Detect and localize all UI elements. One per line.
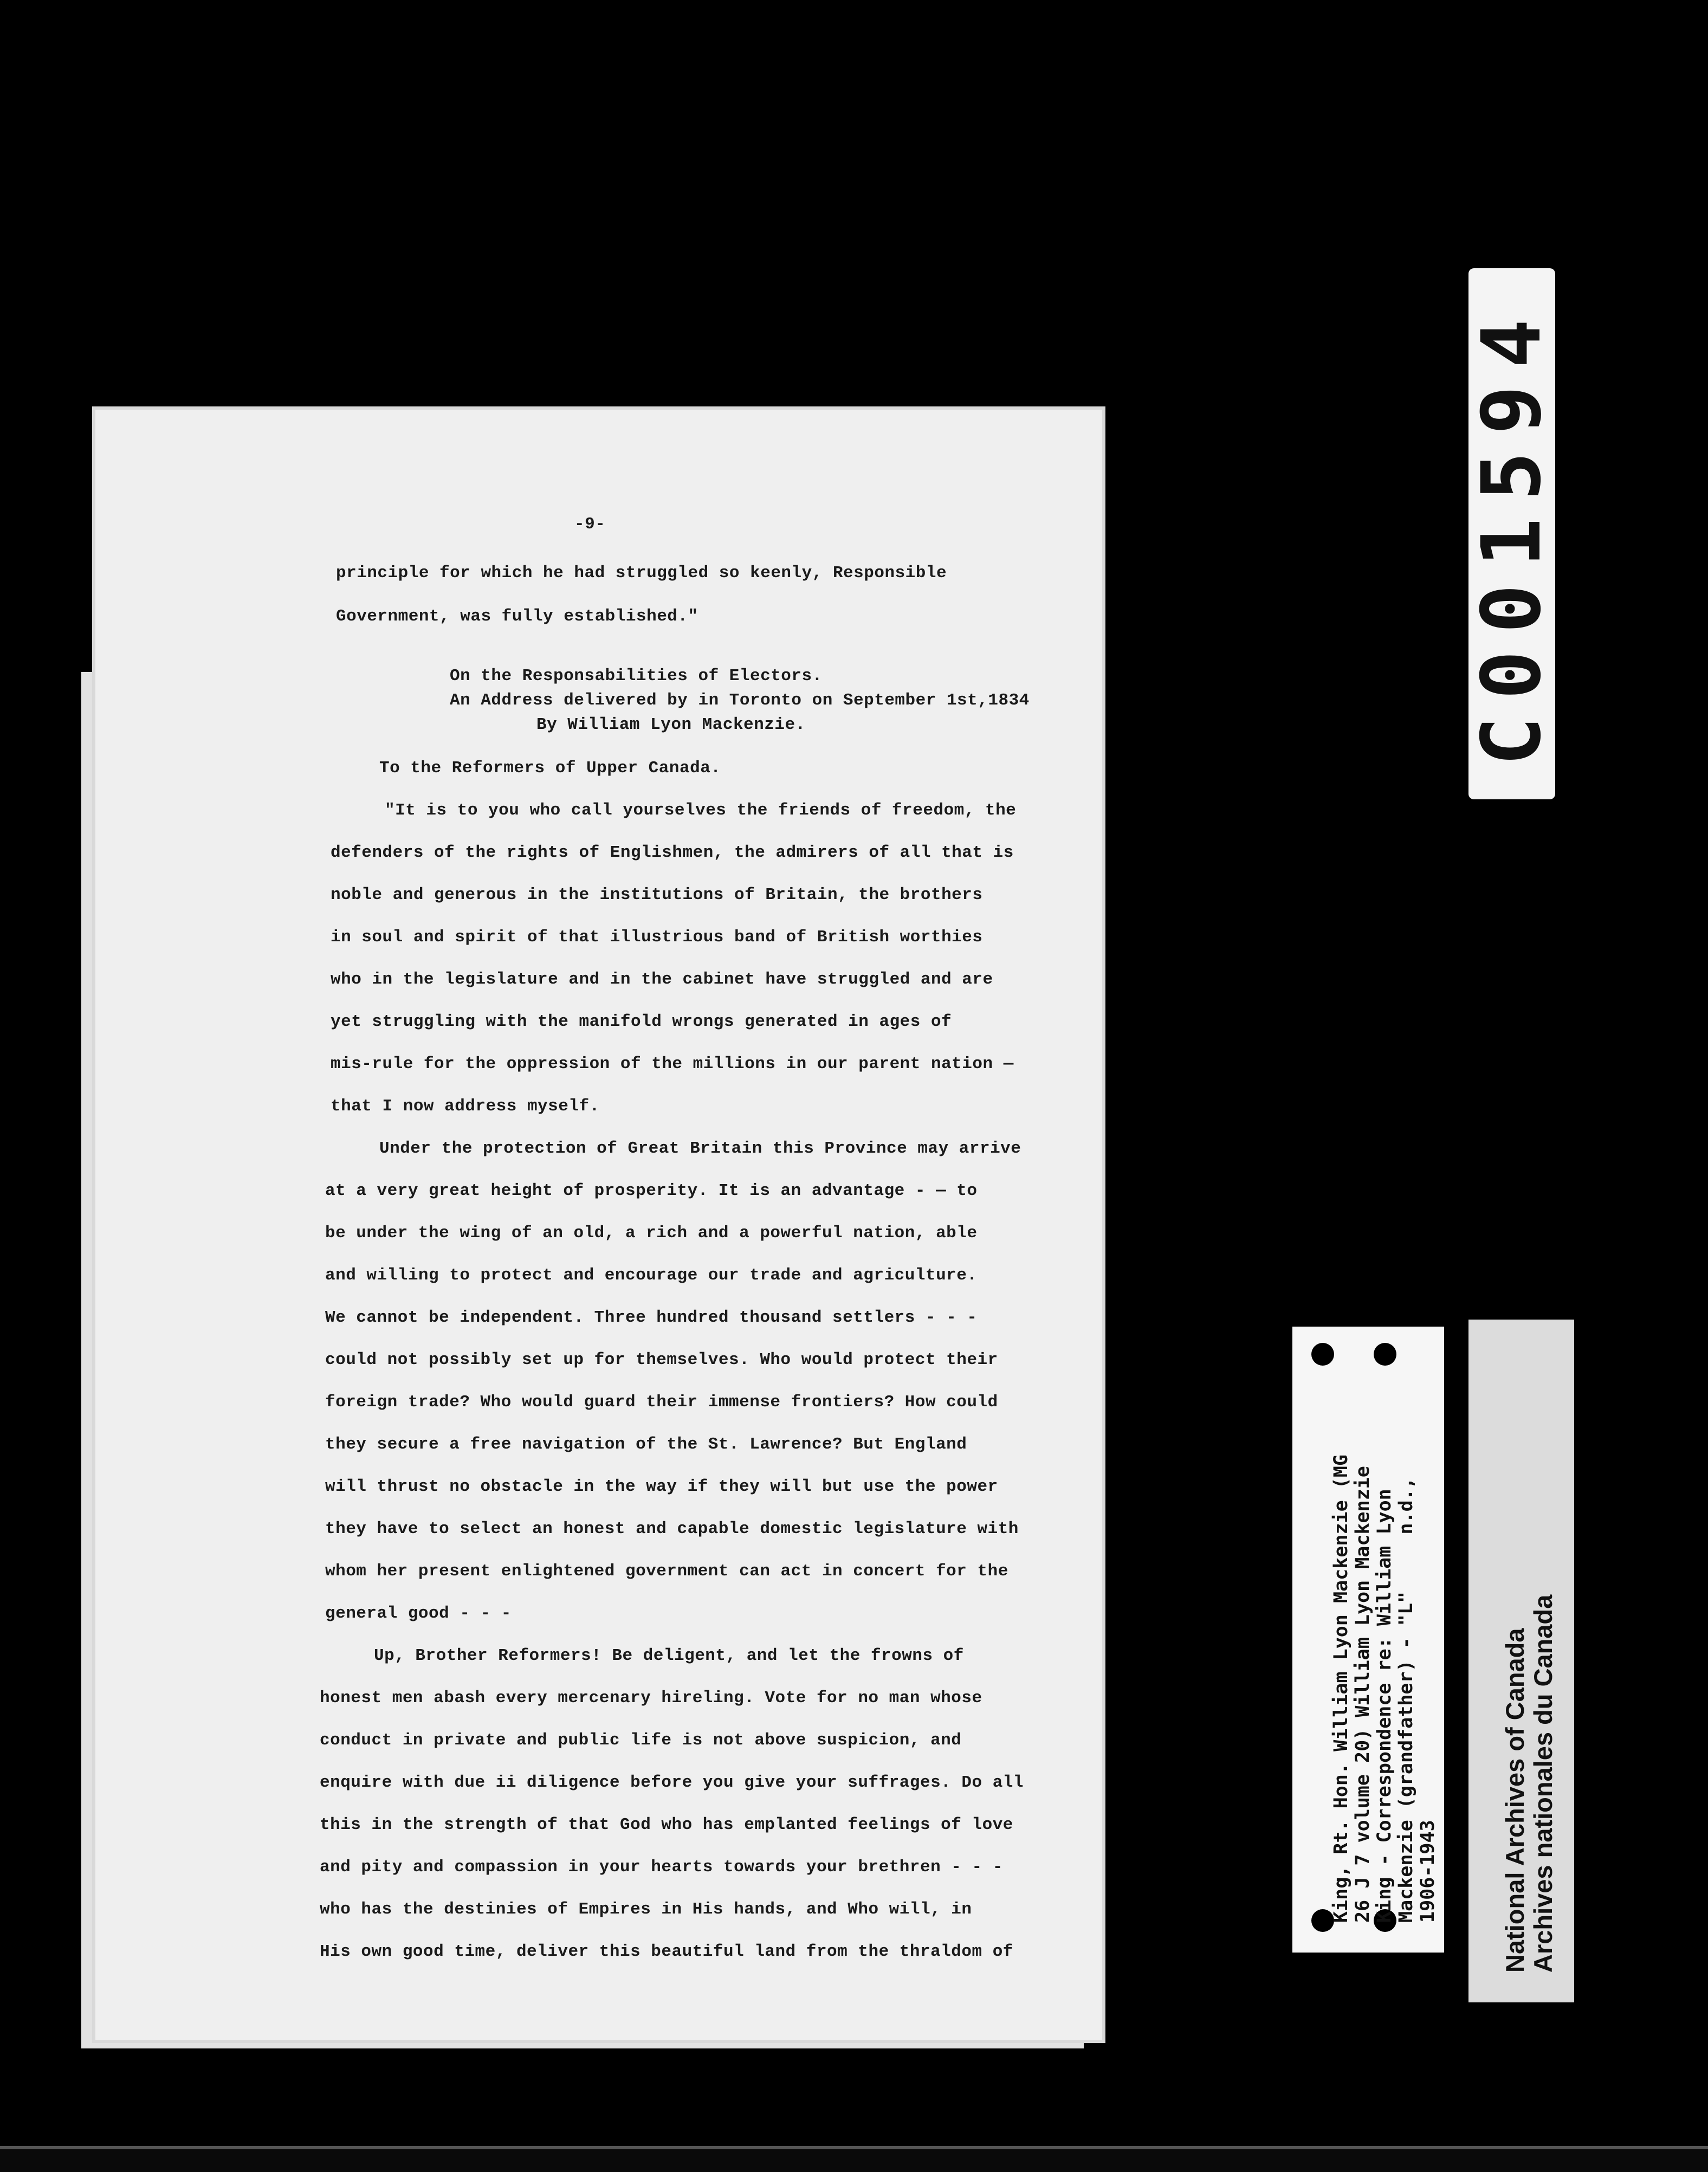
text-line: defenders of the rights of Englishmen, the admirers of all that is xyxy=(331,843,1014,862)
archives-label-text xyxy=(1501,1595,1557,1973)
text-line: Government, was fully established." xyxy=(336,607,698,626)
text-line: will thrust no obstacle in the way if they will but use the power xyxy=(325,1477,998,1496)
text-line: foreign trade? Who would guard their immense frontiers? How could xyxy=(325,1393,998,1412)
punch-hole-icon xyxy=(1311,1343,1334,1366)
text-line: yet struggling with the manifold wrongs generated in ages of xyxy=(331,1012,952,1031)
text-line: this in the strength of that God who has emplanted feelings of love xyxy=(320,1815,1013,1834)
punch-hole-icon xyxy=(1374,1343,1396,1366)
catalog-line: King, Rt. Hon. William Lyon Mackenzie (MG xyxy=(1330,1455,1352,1923)
text-line: at a very great height of prosperity. It is an advantage - — to xyxy=(325,1181,978,1200)
page-number: -9- xyxy=(574,515,606,534)
address-title: On the Responsabilities of Electors. xyxy=(450,667,823,686)
text-line: Under the protection of Great Britain this Province may arrive xyxy=(379,1139,1021,1158)
text-line: conduct in private and public life is not above suspicion, and xyxy=(320,1731,962,1750)
archives-label xyxy=(1468,1320,1574,2002)
archives-name-french: Archives nationales du Canada xyxy=(1529,1594,1557,1973)
catalog-line: Mackenzie (grandfather) - "L" n.d., xyxy=(1395,1477,1417,1923)
microfilm-top-border xyxy=(0,0,1708,76)
text-line: and pity and compassion in your hearts towards your brethren - - - xyxy=(320,1858,1003,1877)
text-line: and willing to protect and encourage our trade and agriculture. xyxy=(325,1266,978,1285)
text-line: honest men abash every mercenary hireling. Vote for no man whose xyxy=(320,1689,982,1708)
catalog-line: King - Correspondence re: William Lyon xyxy=(1374,1489,1395,1923)
catalog-line: 26 J 7 volume 20) William Lyon Mackenzie xyxy=(1352,1466,1374,1923)
catalog-label xyxy=(1292,1327,1444,1953)
address-author: By William Lyon Mackenzie. xyxy=(536,715,806,734)
salutation: To the Reformers of Upper Canada. xyxy=(379,759,721,778)
microfilm-bottom-border xyxy=(0,2146,1708,2172)
typed-page xyxy=(92,406,1105,2043)
text-line: His own good time, deliver this beautiful land from the thraldom of xyxy=(320,1942,1013,1961)
catalog-line: 1906-1943 xyxy=(1417,1820,1439,1923)
text-line: they have to select an honest and capable domestic legislature with xyxy=(325,1520,1019,1538)
text-line: that I now address myself. xyxy=(331,1097,600,1116)
text-line: enquire with due ii diligence before you give your suffrages. Do all xyxy=(320,1773,1024,1792)
text-line: they secure a free navigation of the St. Lawrence? But England xyxy=(325,1435,967,1454)
text-line: principle for which he had struggled so keenly, Responsible xyxy=(336,564,947,583)
archive-number: C001594 xyxy=(1465,301,1559,766)
text-line: in soul and spirit of that illustrious band of British worthies xyxy=(331,928,983,947)
text-line: noble and generous in the institutions of Britain, the brothers xyxy=(331,885,983,904)
text-line: who in the legislature and in the cabinet have struggled and are xyxy=(331,970,993,989)
archive-number-tag xyxy=(1465,268,1559,799)
catalog-label-text xyxy=(1330,1455,1439,1923)
address-subtitle: An Address delivered by in Toronto on September 1st,1834 xyxy=(450,691,1030,710)
text-line: be under the wing of an old, a rich and a powerful nation, able xyxy=(325,1224,978,1243)
text-line: Up, Brother Reformers! Be deligent, and let the frowns of xyxy=(374,1646,964,1665)
text-line: whom her present enlightened government can act in concert for the xyxy=(325,1562,1008,1581)
text-line: general good - - - xyxy=(325,1604,512,1623)
archives-name-english: National Archives of Canada xyxy=(1500,1628,1529,1973)
text-line: who has the destinies of Empires in His hands, and Who will, in xyxy=(320,1900,972,1919)
text-line: "It is to you who call yourselves the friends of freedom, the xyxy=(385,801,1017,820)
text-line: We cannot be independent. Three hundred thousand settlers - - - xyxy=(325,1308,978,1327)
text-line: could not possibly set up for themselves. Who would protect their xyxy=(325,1350,998,1369)
text-line: mis-rule for the oppression of the millions in our parent nation — xyxy=(331,1055,1014,1074)
